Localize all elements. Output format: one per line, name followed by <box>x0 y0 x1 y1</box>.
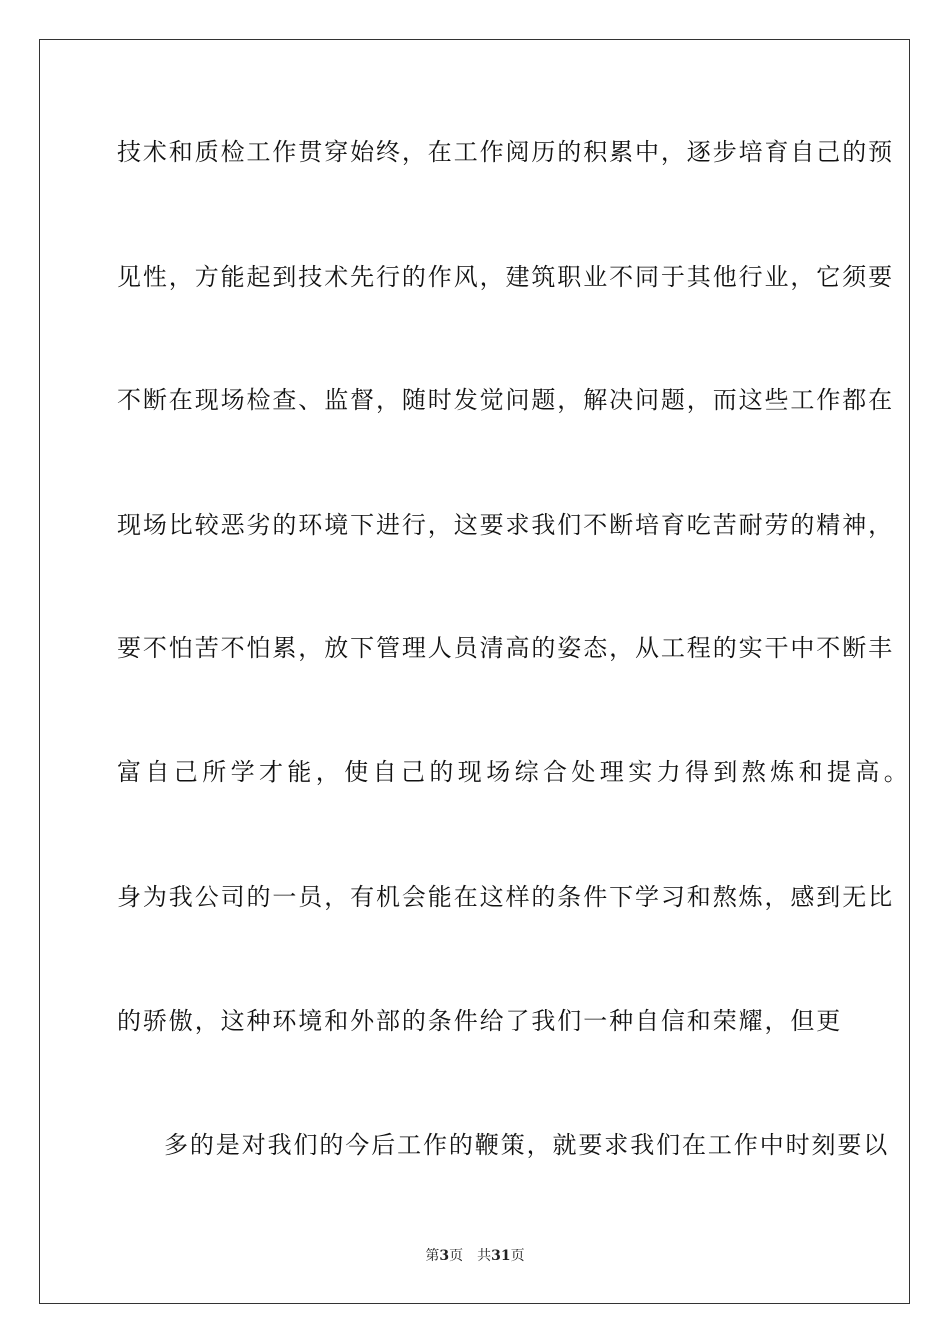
page-footer <box>0 1247 950 1265</box>
body-text-line-5: 要不怕苦不怕累，放下管理人员清高的姿态，从工程的实干中不断丰 <box>117 634 894 662</box>
page-suffix: 页 <box>449 1248 464 1264</box>
total-suffix: 页 <box>510 1248 525 1264</box>
page-border <box>39 39 913 1304</box>
body-text-line-8: 的骄傲，这种环境和外部的条件给了我们一种自信和荣耀，但更 <box>117 1007 843 1035</box>
page-prefix: 第 <box>425 1248 440 1264</box>
body-text-line-3: 不断在现场检查、监督，随时发觉问题，解决问题，而这些工作都在 <box>117 386 894 414</box>
total-page-count: 31 <box>491 1248 511 1264</box>
body-text-line-9: 多的是对我们的今后工作的鞭策，就要求我们在工作中时刻要以 <box>164 1131 890 1159</box>
current-page-number: 3 <box>439 1248 450 1264</box>
body-text-line-4: 现场比较恶劣的环境下进行，这要求我们不断培育吃苦耐劳的精神， <box>117 511 894 539</box>
body-text-line-2: 见性，方能起到技术先行的作风，建筑职业不同于其他行业，它须要 <box>117 263 894 291</box>
body-text-line-1: 技术和质检工作贯穿始终，在工作阅历的积累中，逐步培育自己的预 <box>117 138 894 166</box>
total-prefix: 共 <box>477 1248 492 1264</box>
body-text-line-7: 身为我公司的一员，有机会能在这样的条件下学习和熬炼，感到无比 <box>117 883 894 911</box>
body-text-line-6: 富自己所学才能，使自己的现场综合处理实力得到熬炼和提高。 <box>117 758 913 786</box>
